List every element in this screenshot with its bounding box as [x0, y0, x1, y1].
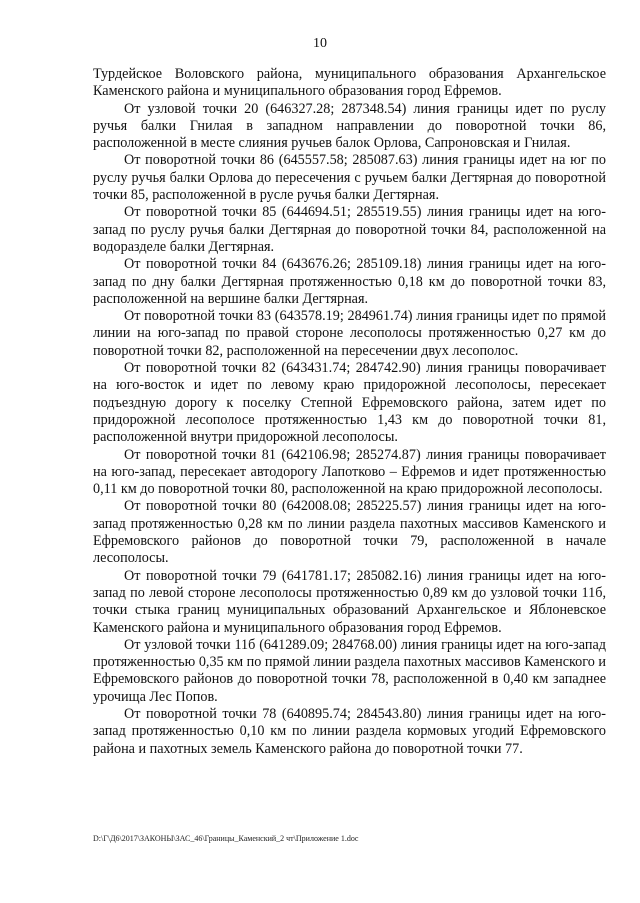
paragraph: От поворотной точки 86 (645557.58; 285087.63) линия границы идет на юг по руслу ручья балки Орлова до пересечения с ручьем балки Дегтярная до поворотной точки 85, расположенной в русле ручья балки Дегтярная.: [93, 152, 606, 204]
paragraph: От поворотной точки 85 (644694.51; 285519.55) линия границы идет на юго-запад по руслу ручья балки Дегтярная до поворотной точки 84, расположенной на водоразделе балки Дегтярная.: [93, 204, 606, 255]
paragraph: От поворотной точки 79 (641781.17; 285082.16) линия границы идет на юго-запад по левой стороне лесополосы протяженностью 0,89 км до узловой точки 11б, точки стыка границ муниципальных образований Архангельское и Яблоневское Каменского района и муниципального образования город Ефремов.: [93, 567, 606, 636]
paragraph: От поворотной точки 78 (640895.74; 284543.80) линия границы идет на юго-запад протяженностью 0,10 км по линии раздела кормовых угодий Ефремовского района и пахотных земель Каменского района до поворотной точки 77.: [93, 705, 606, 757]
paragraph: От узловой точки 11б (641289.09; 284768.00) линия границы идет на юго-запад протяженностью 0,35 км по прямой линии раздела пахотных массивов Каменского и Ефремовского районов до поворотной точки 78, расположенной в 0,40 км западнее урочища Лес Попов.: [93, 636, 606, 705]
paragraph: От поворотной точки 80 (642008.08; 285225.57) линия границы идет на юго-запад протяженностью 0,28 км по линии раздела пахотных массивов Каменского и Ефремовского районов до поворотной точки 79, расположенной в начале лесополосы.: [93, 498, 606, 567]
paragraph: Турдейское Воловского района, муниципального образования Архангельское Каменского района и муниципального образования город Ефремов.: [93, 66, 606, 100]
paragraph: От поворотной точки 83 (643578.19; 284961.74) линия границы идет по прямой линии на юго-запад по правой стороне лесополосы протяженностью 0,27 км до поворотной точки 82, расположенной на пересечении двух лесополос.: [93, 308, 606, 359]
paragraph: От узловой точки 20 (646327.28; 287348.54) линия границы идет по руслу ручья балки Гнилая в западном направлении до поворотной точки 86, расположенной в месте слияния ручьев балок Орлова, Сапроновская и Гнилая.: [93, 100, 606, 152]
paragraph: От поворотной точки 82 (643431.74; 284742.90) линия границы поворачивает на юго-восток и идет по левому краю придорожной лесополосы, пересекает подъездную дорогу к поселку Степной Ефремовского района, затем идет по придорожной лесополосе протяженностью 1,43 км до поворотной точки 81, расположенной внутри придорожной лесополосы.: [93, 360, 606, 446]
paragraph: От поворотной точки 81 (642106.98; 285274.87) линия границы поворачивает на юго-запад, пересекает автодорогу Лапотково – Ефремов и идет протяженностью 0,11 км до поворотной точки 80, расположенной на краю придорожной лесополосы.: [93, 446, 606, 498]
document-body: [93, 66, 606, 758]
file-path-footer: D:\Г\Д6\2017\ЗАКОНЫ\ЗАС_46\Границы_Каменский_2 чт\Приложение 1.doc: [93, 834, 359, 843]
paragraph: От поворотной точки 84 (643676.26; 285109.18) линия границы идет на юго-запад по дну балки Дегтярная протяженностью 0,18 км до поворотной точки 83, расположенной на вершине балки Дегтярная.: [93, 256, 606, 307]
page-number: 10: [313, 36, 327, 51]
